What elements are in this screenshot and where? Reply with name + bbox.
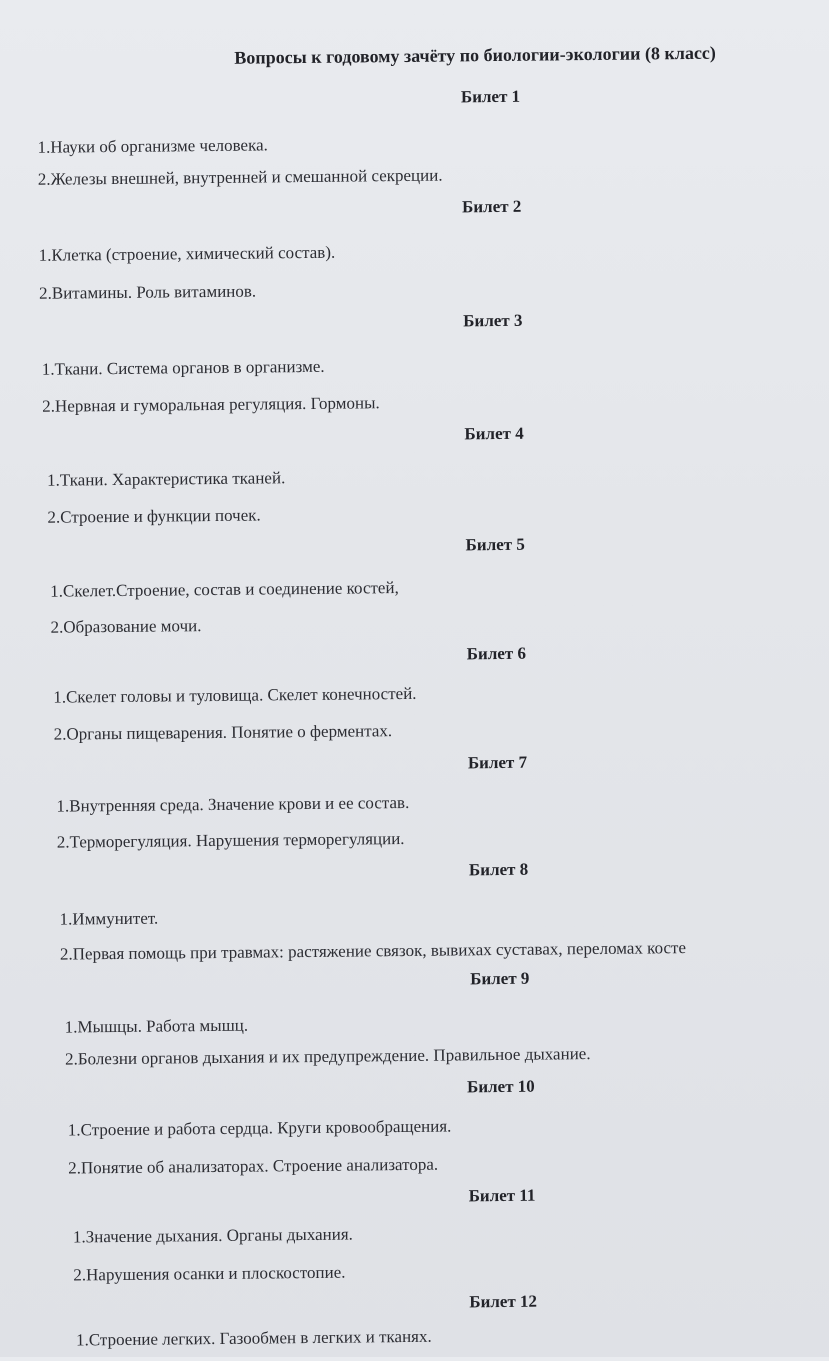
question-item: 2.Нервная и гуморальная регуляция. Гормоны. <box>42 393 380 416</box>
question-item: 2.Болезни органов дыхания и их предупреждение. Правильное дыхание. <box>64 1044 591 1069</box>
question-item: 1.Клетка (строение, химический состав). <box>38 242 336 265</box>
question-item: 2.Образование мочи. <box>50 616 202 637</box>
ticket-heading: Билет 1 <box>460 86 521 107</box>
question-item: 1.Внутренняя среда. Значение крови и ее состав. <box>56 792 410 816</box>
ticket-heading: Билет 6 <box>466 643 527 664</box>
question-item: 2.Терморегуляция. Нарушения терморегуляции. <box>56 828 405 852</box>
question-item: 2.Первая помощь при травмах: растяжение связок, вывихах суставах, переломах косте <box>59 938 687 964</box>
ticket-heading: Билет 5 <box>465 534 525 555</box>
question-item: 2.Нарушения осанки и плоскостопие. <box>73 1262 346 1285</box>
question-item: 1.Науки об организме человека. <box>37 135 268 157</box>
ticket-heading: Билет 3 <box>463 310 523 331</box>
ticket-heading: Билет 12 <box>469 1291 538 1312</box>
question-item: 2.Понятие об анализаторах. Строение анализатора. <box>68 1154 439 1178</box>
question-item: 2.Железы внешней, внутренней и смешанной секреции. <box>37 165 443 189</box>
document-title: Вопросы к годовому зачёту по биологии-экологии (8 класс) <box>234 42 716 68</box>
ticket-heading: Билет 4 <box>464 423 524 444</box>
ticket-heading: Билет 7 <box>467 752 528 773</box>
ticket-heading: Билет 8 <box>468 859 529 880</box>
question-item: 1.Мышцы. Работа мышц. <box>64 1015 249 1037</box>
question-item: 1.Скелет.Строение, состав и соединение костей, <box>50 578 399 601</box>
question-item: 1.Скелет головы и туловища. Скелет конечностей. <box>53 683 417 707</box>
ticket-heading: Билет 9 <box>470 968 530 989</box>
question-item: 2.Строение и функции почек. <box>47 505 261 527</box>
question-item: 1.Ткани. Система органов в организме. <box>41 356 325 379</box>
ticket-heading: Билет 2 <box>461 196 522 217</box>
question-item: 1.Ткани. Характеристика тканей. <box>46 468 286 490</box>
ticket-heading: Билет 10 <box>466 1076 535 1097</box>
question-item: 2.Витамины. Роль витаминов. <box>38 281 257 303</box>
question-item: 1.Иммунитет. <box>59 908 159 929</box>
question-item: 1.Строение и работа сердца. Круги кровообращения. <box>67 1116 452 1140</box>
question-item: 1.Значение дыхания. Органы дыхания. <box>72 1224 353 1247</box>
question-item: 2.Органы пищеварения. Понятие о ферментах. <box>53 721 393 744</box>
ticket-heading: Билет 11 <box>468 1185 536 1206</box>
question-item: 1.Строение легких. Газообмен в легких и тканях. <box>75 1326 432 1350</box>
